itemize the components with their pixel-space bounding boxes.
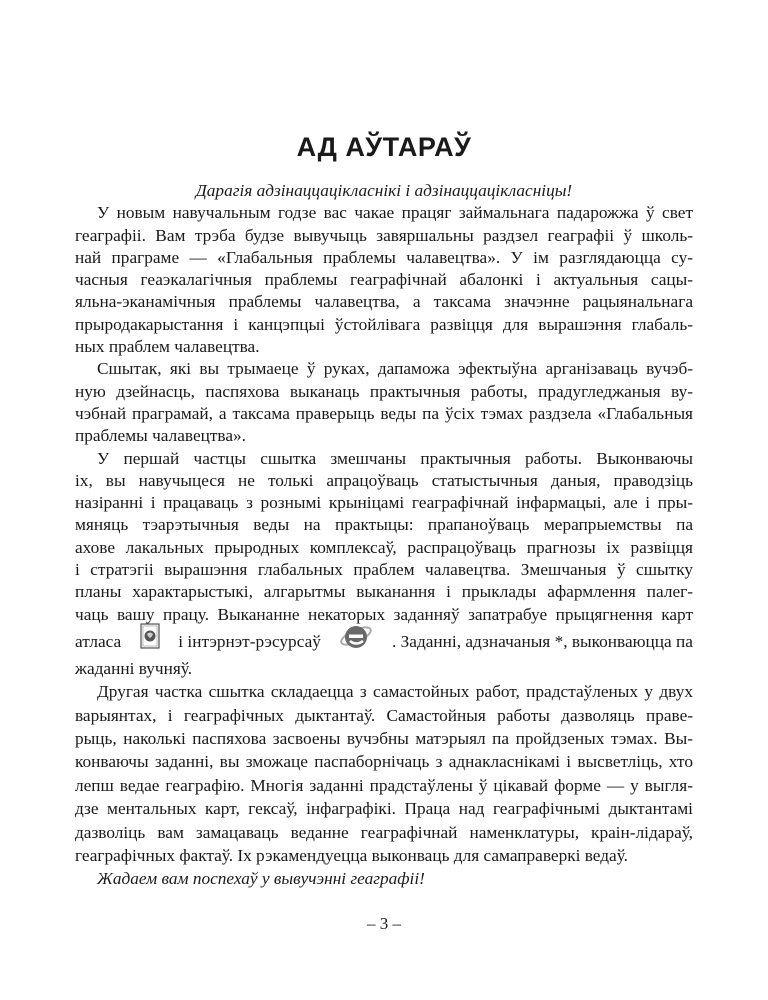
text-line: варыянтах, і геаграфічных дыктантаў. Самастойныя работы дазволяць праве- (75, 705, 693, 725)
text-line: і стратэгіі вырашэння глабальных праблем чалавецтва. Змешчаныя ў сшытку (75, 560, 693, 580)
text-line: жаданні вучняў. (75, 658, 193, 678)
text-line: най праграме — «Глабальныя праблемы чалавецтва». У ім разглядаюцца су- (75, 247, 693, 267)
text-line: мяняць тэарэтычныя веды на практыцы: прапаноўваць мерапрыемствы па (75, 515, 693, 535)
text-line: чаць вашу працу. Выкананне некаторых заданняў запатрабуе прыцягнення карт (75, 604, 693, 624)
text-line: дазволіць вам замацаваць веданне геаграфічнай наменклатуры, краін-лідараў, (75, 822, 693, 842)
text-line: яльна-эканамічныя праблемы чалавецтва, а таксама значэнне рацыянальнага (75, 292, 693, 312)
paragraph-4 (75, 680, 693, 891)
paragraph-3 (75, 448, 693, 681)
text-atlas: атласа (75, 631, 122, 651)
text-line: праблемы чалавецтва». (75, 426, 246, 446)
text-line: чэбнай праграмай, а таксама праверыць веды па ўсіх тэмах раздзела «Глабальныя (75, 403, 693, 423)
atlas-icon (140, 623, 160, 660)
text-line: прыродакарыстання і канцэпцыі ўстойлівага развіцця для вырашэння глабаль- (75, 314, 693, 334)
text-line: ахове лакальных прыродных комплексаў, распрацоўваць прагнозы іх развіцця (75, 537, 693, 557)
page-title: АД АЎТАРАЎ (296, 132, 472, 162)
text-internet-resources: і інтэрнэт-рэсурсаў (178, 631, 321, 651)
internet-explorer-icon (339, 621, 373, 662)
text-tasks-note: . Заданні, адзначаныя *, выконваюцца па (391, 631, 693, 651)
paragraph-2 (75, 358, 693, 447)
text-line: ных праблем чалавецтва. (75, 337, 260, 357)
text-line: Сшытак, які вы трымаеце ў руках, дапаможа эфектыўна арганізаваць вучэб- (97, 359, 693, 379)
greeting: Дарагія адзінаццацікласнікі і адзінаццацікласніцы! (195, 181, 573, 200)
text-line: конваючы заданні, вы зможаце паспаборнічаць з аднакласнікамі і высветліць, хто (75, 752, 693, 772)
text-line: лепш ведае геаграфію. Многія заданні прадстаўлены ў цікавай форме — у выгля- (75, 775, 693, 795)
paragraph-1 (75, 202, 693, 358)
text-line: геаграфіі. Вам трэба будзе вывучыць завяршальны раздзел геаграфіі ў школь- (75, 225, 693, 245)
text-line: ную дзейнасць, паспяхова выканаць практычныя работы, прадугледжаныя ву- (75, 381, 693, 401)
text-line: геаграфічных фактаў. Іх рэкамендуецца выконваць для самаправеркі ведаў. (75, 845, 628, 865)
text-line: Другая частка сшытка складаецца з самастойных работ, прадстаўленых у двух (97, 682, 693, 702)
text-line: іх, вы навучыцеся не толькі апрацоўваць статыстычныя даныя, праводзіць (75, 470, 693, 490)
text-line: У новым навучальным годзе вас чакае працяг займальнага падарожжа ў свет (97, 203, 693, 223)
text-line: часныя геаэкалагічныя праблемы геаграфічнай абалонкі і актуальныя сацы- (75, 270, 693, 290)
text-line: рыць, наколькі паспяхова засвоены вучэбны матэрыял па пройдзеных тэмах. Вы- (75, 729, 693, 749)
text-line: дзе ментальных карт, гексаў, інфаграфікі. Праца над геаграфічнымі дыктантамі (75, 799, 693, 819)
text-line: назіранні і працаваць з рознымі крыніцамі геаграфічнай інфармацыі, але і пры- (75, 493, 693, 513)
closing-wish: Жадаем вам поспехаў у вывучэнні геаграфіі! (97, 869, 425, 889)
text-line-with-icons (75, 626, 693, 658)
text-line: У першай частцы сшытка змешчаны практычныя работы. Выконваючы (97, 448, 693, 468)
preface-body (75, 180, 693, 891)
page-number: – 3 – (367, 914, 401, 933)
text-line: планы характарыстыкі, алгарытмы выканання і прыклады афармлення палег- (75, 582, 693, 602)
